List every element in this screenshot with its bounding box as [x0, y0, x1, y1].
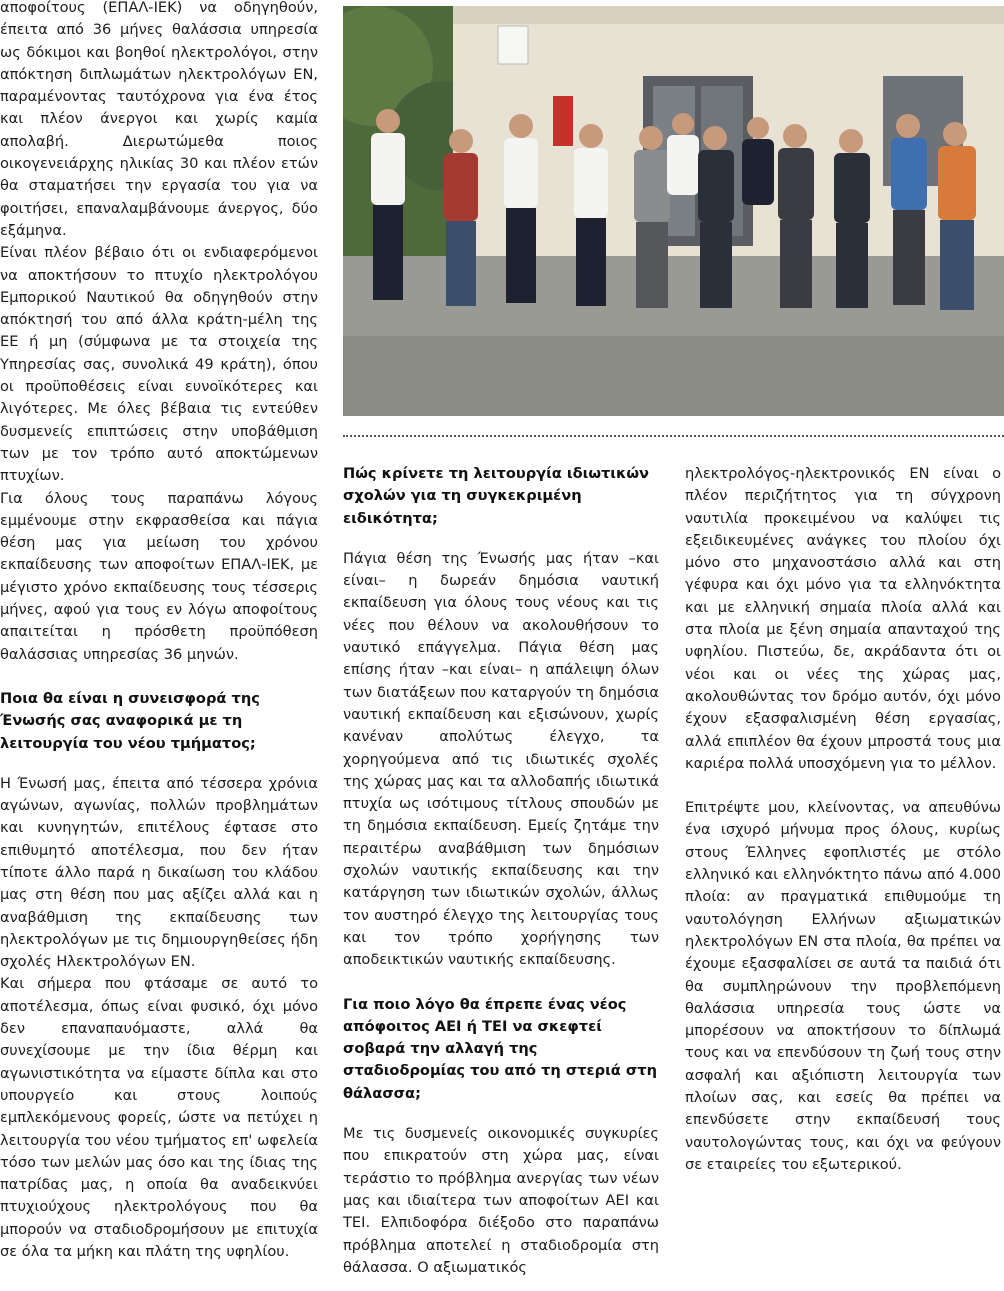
column-right [685, 463, 1001, 1176]
person-12 [938, 122, 976, 310]
column-left [0, 0, 318, 1263]
paragraph: αποφοίτους (ΕΠΑΛ-ΙΕΚ) να οδηγηθούν, έπειτα από 36 μήνες θαλάσσια υπηρεσία ως δόκιμοι και βοηθοί ηλεκτρολόγοι, στην απόκτηση διπλωμάτων ηλεκτρολόγων ΕΝ, παραμένοντας ταυτόχρονα για ένα έτος και πλέον άνεργοι και χωρίς καμία απολαβή. Διερωτώμεθα ποιος οικογενειάρχης ηλικίας 30 και πλέον ετών θα σταματήσει την εργασία του για να φοιτήσει, επαναλαμβάνουμε άνεργος, δύο εξάμηνα. [0, 0, 318, 239]
question-heading: Για ποιο λόγο θα έπρεπε ένας νέος απόφοιτος ΑΕΙ ή ΤΕΙ να σκεφτεί σοβαρά την αλλαγή της σταδιοδρομίας του από τη στεριά στη θάλασσα; [343, 995, 657, 1102]
question-heading: Ποια θα είναι η συνεισφορά της Ένωσής σας αναφορικά με τη λειτουργία του νέου τμήματος; [0, 689, 260, 752]
air-conditioner [498, 26, 528, 64]
paragraph: ηλεκτρολόγος-ηλεκτρονικός ΕΝ είναι ο πλέον περιζήτητος για τη σύγχρονη ναυτιλία προκειμένου να καλύψει τις εξειδικευμένες ανάγκες του πλοίου όχι μόνο στο μηχανοστάσιο αλλά και στη γέφυρα και όχι μόνο για τα ελληνόκτητα και με ελληνική σημαία πλοία αλλά και στα πλοία με ξένη σημαία απανταχού της υφηλίου. Πιστεύω, δε, ακράδαντα ότι οι νέοι και οι νέες της χώρας μας, ακολουθώντας τον δρόμο αυτόν, όχι μόνο έχουν εξασφαλισμένη θέση εργασίας, αλλά επιπλέον θα έχουν μπροστά τους μια καριέρα πολλά υποσχόμενη για το μέλλον. [685, 465, 1001, 772]
column-middle [343, 463, 659, 1279]
building-cornice [453, 6, 1004, 24]
person-1 [371, 109, 405, 300]
person-3 [504, 114, 538, 303]
person-4 [574, 124, 608, 306]
person-5 [634, 126, 670, 308]
paragraph: Επιτρέψτε μου, κλείνοντας, να απευθύνω ένα ισχυρό μήνυμα προς όλους, κυρίως στους Έλληνες εφοπλιστές με στόλο ελληνικό και ελληνόκτητο πάνω από 4.000 πλοία: αν πραγματικά επιθυμούμε τη ναυτολόγηση Ελλήνων αξιωματικών ηλεκτρολόγων ΕΝ στα πλοία, θα πρέπει να έχουμε εξασφαλίσει σε αυτά τα παιδιά ότι θα συμπληρώνουν την προβλεπόμενη θαλάσσια υπηρεσία τους ώστε να μπορέσουν να αποκτήσουν το δίπλωμά τους και να επενδύσουν τη ζωή τους στην ασφαλή και αξιόπιστη λειτουργία των πλοίων σας, και εσείς θα πρέπει να επενδύσετε στην εκπαίδευσή τους ναυτολογώντας τους, και όχι να φεύγουν σε εταιρείες του εξωτερικού. [685, 799, 1001, 1173]
group-photo-illustration [343, 6, 1004, 416]
person-7 [698, 126, 734, 308]
person-11 [891, 114, 927, 305]
fire-extinguisher-box [553, 96, 573, 146]
paragraph: Για όλους τους παραπάνω λόγους εμμένουμε στην εκφρασθείσα και πάγια θέση μας για μείωση του χρόνου εκπαίδευσης των αποφοίτων ΕΠΑΛ-ΙΕΚ, με μέγιστο χρόνο εκπαίδευσης τους τέσσερις μήνες, αφού για τους εν λόγω αποφοίτους απαιτείται η πρόσθετη προϋπόθεση θαλάσσιας υπηρεσίας 36 μηνών. [0, 489, 318, 663]
person-9 [778, 124, 814, 308]
person-2 [444, 129, 478, 306]
paragraph: Με τις δυσμενείς οικονομικές συγκυρίες που επικρατούν στη χώρα μας, είναι τεράστιο το πρόβλημα ανεργίας των νέων μας και ιδιαίτερα των αποφοίτων ΑΕΙ και ΤΕΙ. Ελπιδοφόρα διέξοδο στο παραπάνω πρόβλημα αποτελεί η σταδιοδρομία στη θάλασσα. Ο αξιωματικός [343, 1125, 659, 1276]
group-photo [343, 6, 1004, 416]
paragraph: Και σήμερα που φτάσαμε σε αυτό το αποτέλεσμα, όπως είναι φυσικό, όχι μόνο δεν επαναπαυόμαστε, αλλά θα συνεχίσουμε με την ίδια θέρμη και αγωνιστικότητα να είμαστε δίπλα και στο υπουργείο και στους λοιπούς εμπλεκόμενους φορείς, ώστε να πετύχει η λειτουργία του νέου τμήματος επ' ωφελεία τόσο των μελών μας όσο και της ίδιας της πατρίδας μας, η οποία θα αναδεικνύει πτυχιούχους ηλεκτρολόγους που θα μπορούν να σταδιοδρομήσουν με επιτυχία σε όλα τα μήκη και πλάτη της υφηλίου. [0, 975, 318, 1261]
paragraph: Πάγια θέση της Ένωσής μας ήταν –και είναι– η δωρεάν δημόσια ναυτική εκπαίδευση για όλους τους νέους και τις νέες που θέλουν να ακολουθήσουν το ναυτικό επάγγελμα. Πάγια θέση μας επίσης ήταν –και είναι– η απάλειψη όλων των διατάξεων που καταργούν τη δημόσια ναυτική εκπαίδευση και εξισώνουν, χωρίς κανέναν απολύτως έλεγχο, τα χορηγούμενα από τις ιδιωτικές σχολές της χώρας μας και τα αλλοδαπής ιδιωτικά πτυχία ως ισότιμους τίτλους σπουδών με τη δημόσια εκπαίδευση. Εμείς ζητάμε την περαιτέρω αναβάθμιση των δημόσιων σχολών ναυτικής εκπαίδευσης και την κατάργηση των ιδιωτικών σχολών, άλλως τον αυστηρό έλεγχο της λειτουργίας τους και τον τρόπο χορήγησης των αποδεικτικών ναυτικής εκπαίδευσης. [343, 549, 659, 969]
question-heading: Πώς κρίνετε τη λειτουργία ιδιωτικών σχολών για τη συγκεκριμένη ειδικότητα; [343, 465, 649, 527]
dotted-divider [343, 435, 1004, 437]
paragraph: Η Ένωσή μας, έπειτα από τέσσερα χρόνια αγώνων, αγωνίας, πολλών προβλημάτων και κυνηγητών, επιτέλους έφτασε στο επιθυμητό αποτέλεσμα, που δεν ήταν τίποτε άλλο παρά η δικαίωση του κλάδου μας στη θέση που μας αξίζει αλλά και η αναβάθμιση της εκπαίδευσης των ηλεκτρολόγων με τις δημιουργηθείσες ήδη σχολές Ηλεκτρολόγων ΕΝ. [0, 774, 318, 971]
paragraph: Είναι πλέον βέβαιο ότι οι ενδιαφερόμενοι να αποκτήσουν το πτυχίο ηλεκτρολόγου Εμπορικού Ναυτικού θα οδηγηθούν στην απόκτησή του από άλλα κράτη-μέλη της ΕΕ ή μη (σύμφωνα με τα στοιχεία της Υπηρεσίας σας, συνολικά 49 κράτη), όπου οι προϋποθέσεις είναι ευνοϊκότερες και λιγότερες. Με όλες βέβαια τις εντεύθεν δυσμενείς επιπτώσεις στην υποβάθμιση των με τον τρόπο αυτό αποκτώμενων πτυχίων. [0, 244, 318, 485]
person-10 [834, 129, 870, 308]
pavement-foreground [343, 336, 1004, 416]
